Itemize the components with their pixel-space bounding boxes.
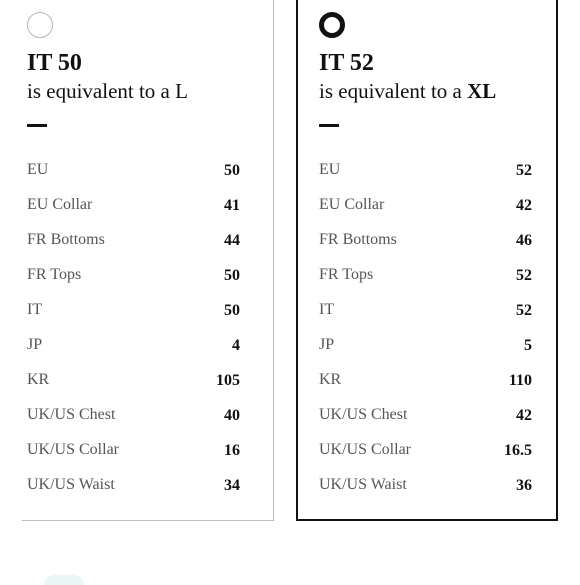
- size-equivalence: [319, 78, 496, 104]
- conversion-row: [27, 295, 240, 330]
- row-value: 16: [224, 442, 240, 459]
- row-label: EU Collar: [27, 196, 93, 213]
- equivalent-size: L: [175, 79, 188, 103]
- row-value: 50: [224, 162, 240, 179]
- conversion-row: [319, 225, 532, 260]
- size-option-card-it-52[interactable]: [296, 0, 558, 521]
- row-label: JP: [27, 336, 43, 353]
- row-value: 105: [216, 372, 240, 389]
- row-value: 16.5: [504, 442, 532, 459]
- equivalent-size: XL: [467, 79, 497, 103]
- conversion-table: [319, 155, 532, 505]
- row-value: 52: [516, 162, 532, 179]
- row-label: EU: [319, 161, 341, 178]
- radio-selected-icon[interactable]: [319, 12, 345, 38]
- partial-decorative-shape: [44, 575, 84, 585]
- divider-dash: [319, 124, 339, 127]
- row-value: 44: [224, 232, 240, 249]
- row-label: FR Tops: [319, 266, 374, 283]
- row-value: 36: [516, 477, 532, 494]
- row-value: 41: [224, 197, 240, 214]
- conversion-row: [27, 155, 240, 190]
- conversion-row: [319, 155, 532, 190]
- row-label: EU Collar: [319, 196, 385, 213]
- conversion-row: [319, 330, 532, 365]
- row-value: 46: [516, 232, 532, 249]
- conversion-row: [27, 225, 240, 260]
- row-value: 34: [224, 477, 240, 494]
- divider-dash: [27, 124, 47, 127]
- row-label: UK/US Waist: [27, 476, 115, 493]
- row-label: FR Bottoms: [319, 231, 397, 248]
- row-label: FR Bottoms: [27, 231, 105, 248]
- conversion-row: [27, 470, 240, 505]
- row-value: 50: [224, 302, 240, 319]
- row-label: EU: [27, 161, 49, 178]
- conversion-row: [319, 435, 532, 470]
- row-value: 40: [224, 407, 240, 424]
- conversion-row: [27, 190, 240, 225]
- row-value: 42: [516, 407, 532, 424]
- conversion-row: [319, 260, 532, 295]
- row-label: FR Tops: [27, 266, 82, 283]
- conversion-table: [27, 155, 240, 505]
- row-value: 52: [516, 302, 532, 319]
- row-value: 42: [516, 197, 532, 214]
- row-value: 110: [508, 372, 532, 389]
- row-label: UK/US Waist: [319, 476, 407, 493]
- radio-unselected-icon[interactable]: [27, 12, 53, 38]
- size-equivalence: [27, 78, 188, 104]
- row-label: UK/US Collar: [319, 441, 411, 458]
- row-label: KR: [319, 371, 342, 388]
- row-value: 4: [232, 337, 240, 354]
- conversion-row: [27, 330, 240, 365]
- conversion-row: [319, 400, 532, 435]
- conversion-row: [319, 295, 532, 330]
- conversion-row: [27, 435, 240, 470]
- conversion-row: [319, 190, 532, 225]
- row-label: IT: [319, 301, 335, 318]
- equivalence-text: is equivalent to a: [319, 79, 468, 103]
- conversion-row: [27, 365, 240, 400]
- row-label: UK/US Collar: [27, 441, 119, 458]
- size-option-card-it-50[interactable]: [22, 0, 274, 521]
- row-label: UK/US Chest: [319, 406, 408, 423]
- row-value: 50: [224, 267, 240, 284]
- conversion-row: [27, 400, 240, 435]
- row-label: KR: [27, 371, 50, 388]
- size-title: IT 52: [319, 50, 374, 76]
- conversion-row: [27, 260, 240, 295]
- equivalence-text: is equivalent to a: [27, 79, 176, 103]
- size-title: IT 50: [27, 50, 82, 76]
- row-label: UK/US Chest: [27, 406, 116, 423]
- row-value: 52: [516, 267, 532, 284]
- conversion-row: [319, 365, 532, 400]
- row-label: IT: [27, 301, 43, 318]
- row-label: JP: [319, 336, 335, 353]
- row-value: 5: [524, 337, 532, 354]
- conversion-row: [319, 470, 532, 505]
